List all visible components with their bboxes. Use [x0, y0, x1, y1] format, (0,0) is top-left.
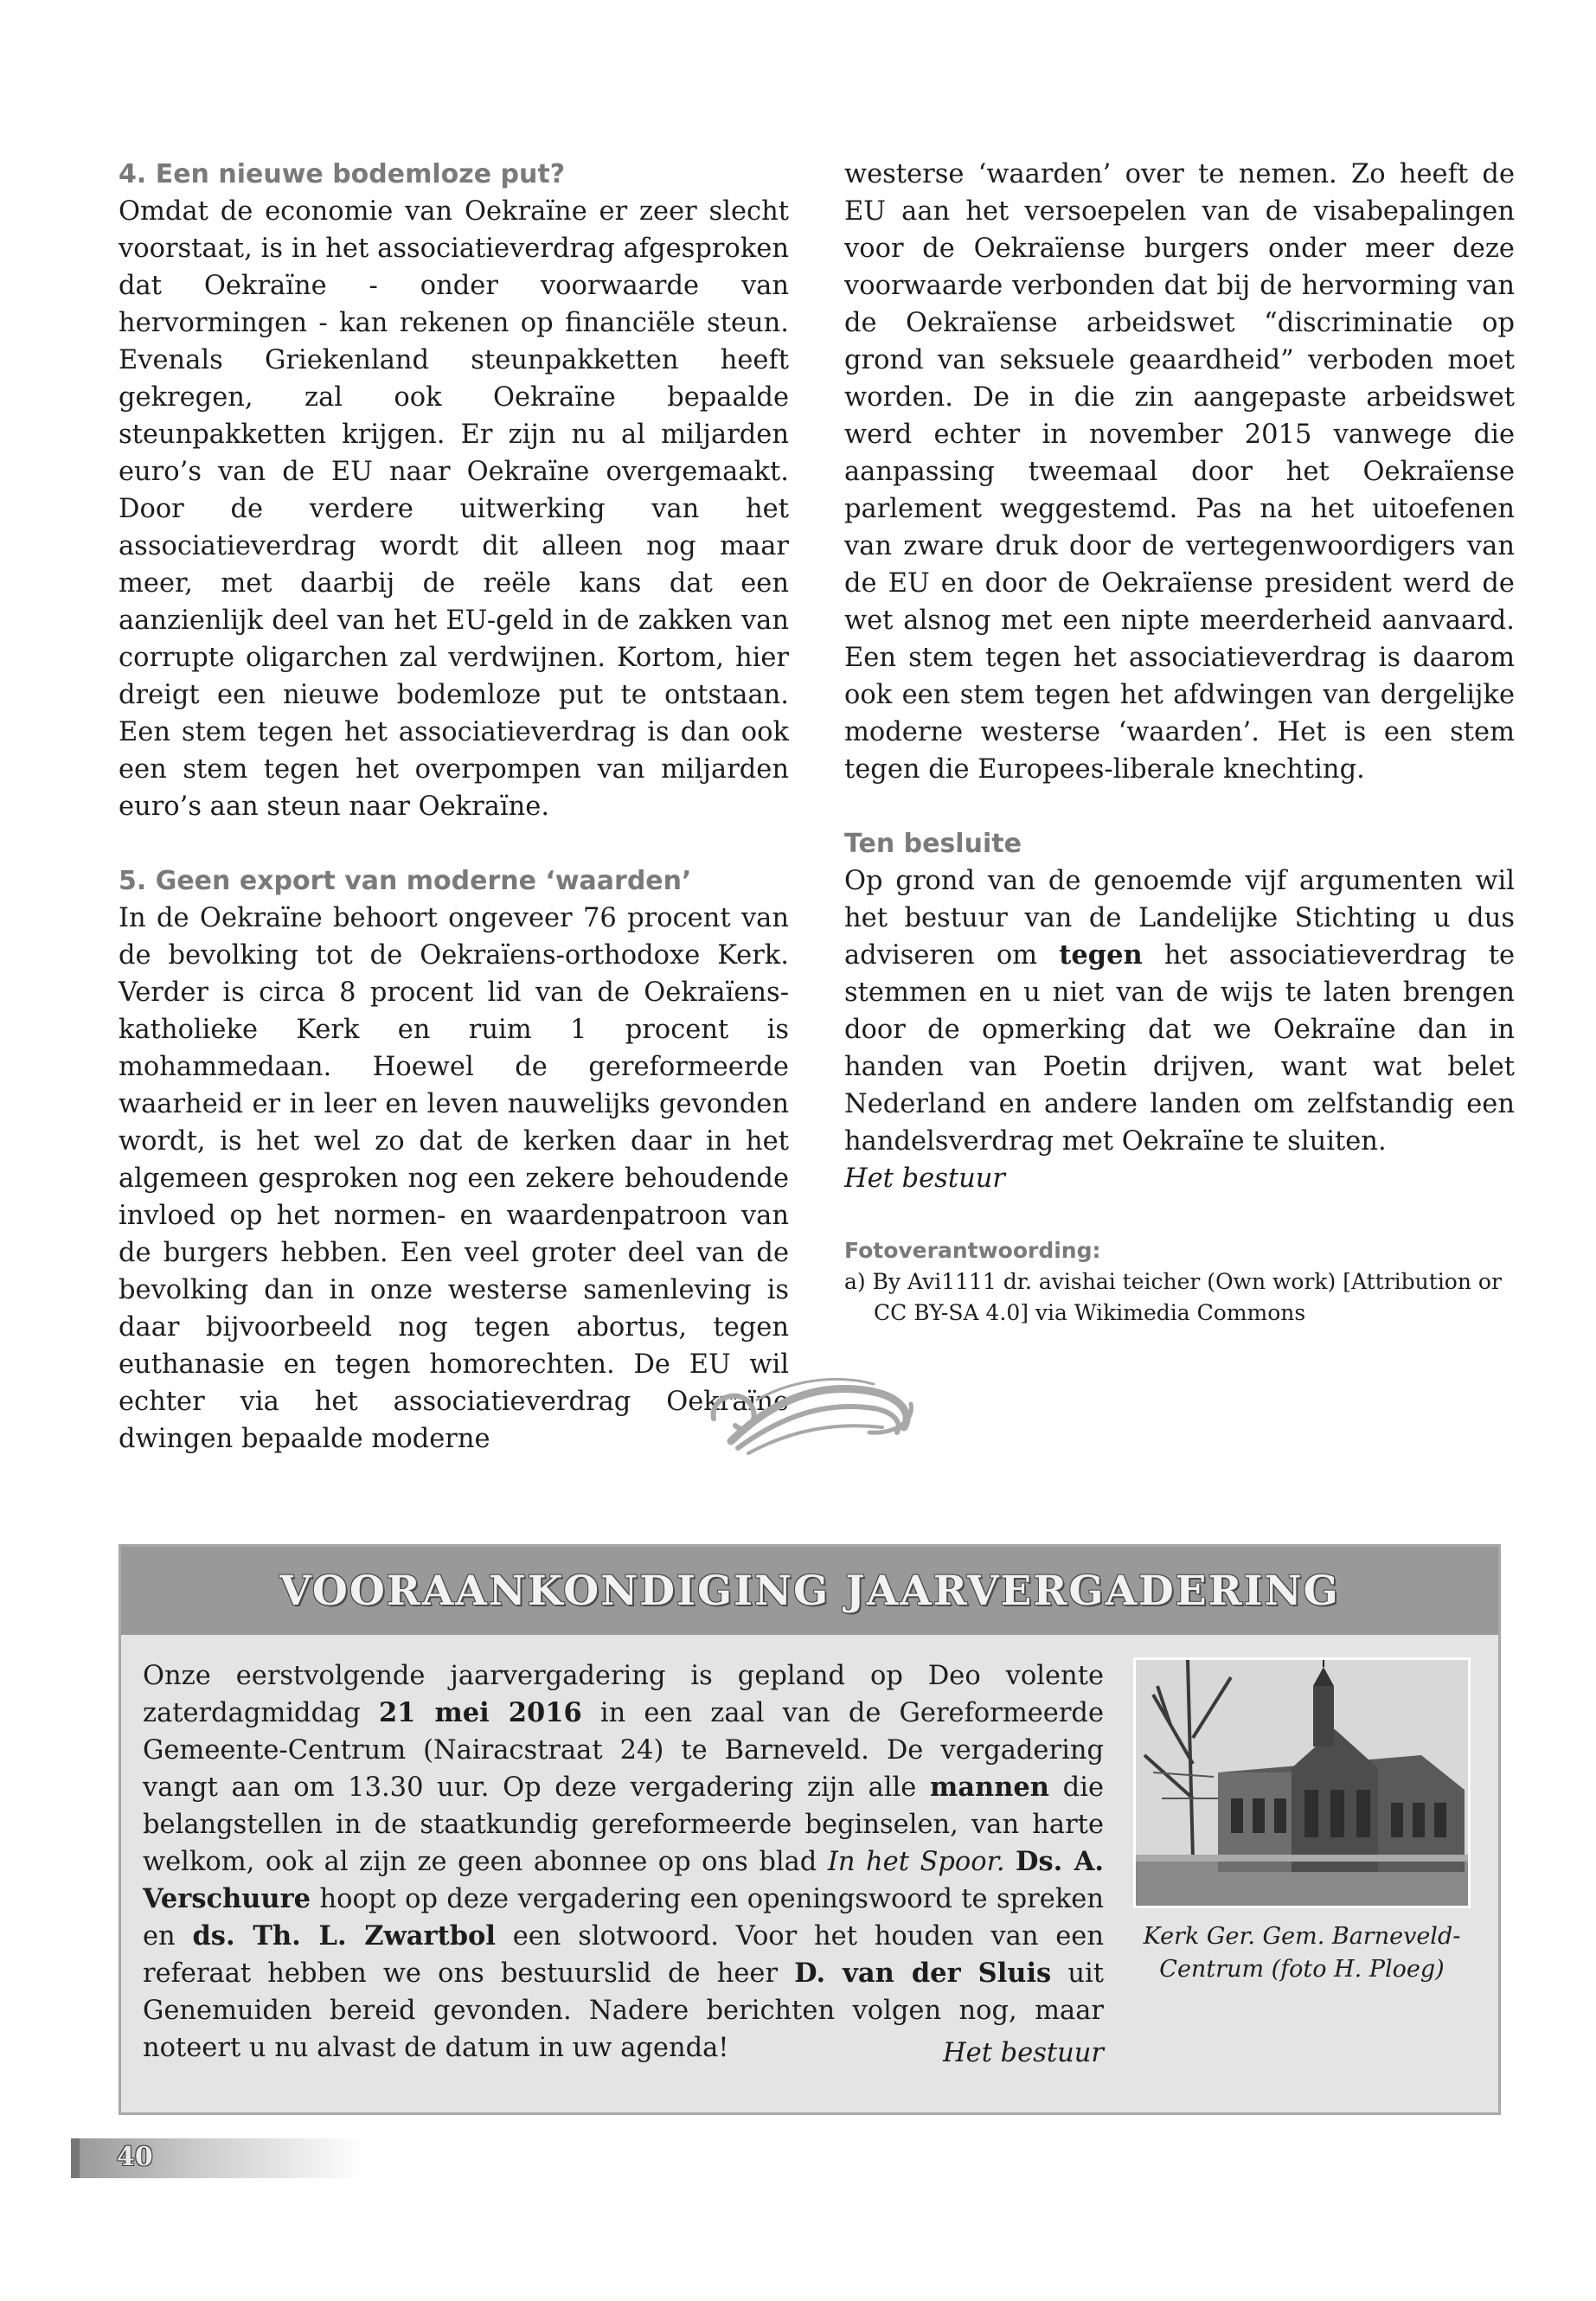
church-illustration	[1136, 1660, 1468, 1906]
page-number-bar	[71, 2138, 365, 2178]
article-signature: Het bestuur	[844, 1163, 1005, 1194]
left-column	[119, 156, 789, 1458]
photo-credits-heading: Fotoverantwoording:	[844, 1238, 1101, 1263]
announcement-box	[119, 1544, 1501, 2115]
right-column	[844, 156, 1515, 1329]
conclusion-heading: Ten besluite	[844, 829, 1022, 859]
announcement-header	[121, 1547, 1498, 1635]
section-5-continuation: westerse ‘waarden’ over te nemen. Zo heeft de EU aan het versoepelen van de visabepalingen voor de Oekraïense burgers onder meer deze voorwaarde verbonden dat bij de hervorming van de Oekraïense arbeidswet “discriminatie op grond van seksuele geaardheid” verboden moet worden. De in die zin aangepaste arbeidswet werd echter in november 2015 vanwege die aanpassing tweemaal door het Oekraïense parlement weggestemd. Pas na het uitoefenen van zware druk door de vertegenwoordigers van de EU en door de Oekraïense president werd de wet alsnog met een nipte meerderheid aanvaard. Een stem tegen het associatieverdrag is daarom ook een stem tegen het afdwingen van dergelijke moderne westerse ‘waarden’. Het is een stem tegen die Europees-liberale knechting.	[844, 159, 1515, 785]
section-4-heading: 4. Een nieuwe bodemloze put?	[119, 159, 566, 189]
announcement-signature: Het bestuur	[943, 2038, 1104, 2068]
conclusion-text: Op grond van de genoemde vijf argumenten wil het bestuur van de Landelijke Stichting u dus adviseren om tegen het associatieverdrag te stemmen en u niet van de wijs te laten brengen door de opmerking dat we Oekraïne dan in handen van Poetin drijven, want wat belet Nederland en andere landen om zelfstandig een handelsverdrag met Oekraïne te sluiten.	[844, 866, 1515, 1157]
photo-caption: Kerk Ger. Gem. Barneveld-Centrum (foto H. Ploeg)	[1143, 1923, 1461, 1983]
photo-credits-text: a) By Avi1111 dr. avishai teicher (Own work) [Attribution or CC BY-SA 4.0] via Wikimedia Commons	[844, 1269, 1502, 1325]
section-4-text: Omdat de economie van Oekraïne er zeer slecht voorstaat, is in het associatieverdrag afgesproken dat Oekraïne - onder voorwaarde van hervormingen - kan rekenen op financiële steun. Evenals Griekenland steunpakketten heeft gekregen, zal ook Oekraïne bepaalde steunpakketten krijgen. Er zijn nu al miljarden euro’s van de EU naar Oekraïne overgemaakt. Door de verdere uitwerking van het associatieverdrag wordt dit alleen nog maar meer, met daarbij de reële kans dat een aanzienlijk deel van het EU-geld in de zakken van corrupte oligarchen zal verdwijnen. Kortom, hier dreigt een nieuwe bodemloze put te ontstaan. Een stem tegen het associatieverdrag is dan ook een stem tegen het overpompen van miljarden euro’s aan steun naar Oekraïne.	[119, 196, 789, 822]
announcement-text: Onze eerstvolgende jaarvergadering is gepland op Deo volente zaterdagmiddag 21 mei 2016 in een zaal van de Gereformeerde Gemeente-Centrum (Nairacstraat 24) te Barneveld. De vergadering vangt aan om 13.30 uur. Op deze vergadering zijn alle mannen die belangstellen in de staatkundig gereformeerde beginselen, van harte welkom, ook al zijn ze geen abonnee op ons blad In het Spoor. Ds. A. Verschuure hoopt op deze vergadering een openingswoord te spreken en ds. Th. L. Zwartbol een slotwoord. Voor het houden van een referaat hebben we ons bestuurslid de heer D. van der Sluis uit Genemuiden bereid gevonden. Nadere berichten volgen nog, maar noteert u nu alvast de datum in uw agenda!	[143, 1661, 1105, 2063]
section-5-heading: 5. Geen export van moderne ‘waarden’	[119, 866, 692, 896]
page-number: 40	[117, 2142, 153, 2172]
church-photo	[1133, 1657, 1471, 1908]
photo-credits	[844, 1235, 1515, 1329]
swirl-ornament-icon	[696, 1365, 926, 1460]
section-5-text: In de Oekraïne behoort ongeveer 76 procent van de bevolking tot de Oekraïens-orthodoxe Kerk. Verder is circa 8 procent lid van de Oekraïens-katholieke Kerk en ruim 1 procent is mohammedaan. Hoewel de gereformeerde waarheid er in leer en leven nauwelijks gevonden wordt, is het wel zo dat de kerken daar in het algemeen gesproken nog een zekere behoudende invloed op het normen- en waardenpatroon van de burgers hebben. Een veel groter deel van de bevolking dan in onze westerse samenleving is daar bijvoorbeeld nog tegen abortus, tegen euthanasie en tegen homorechten. De EU wil echter via het associatieverdrag Oekraïne dwingen bepaalde moderne	[119, 903, 789, 1454]
announcement-title: VOORAANKONDIGING JAARVERGADERING	[279, 1567, 1340, 1615]
